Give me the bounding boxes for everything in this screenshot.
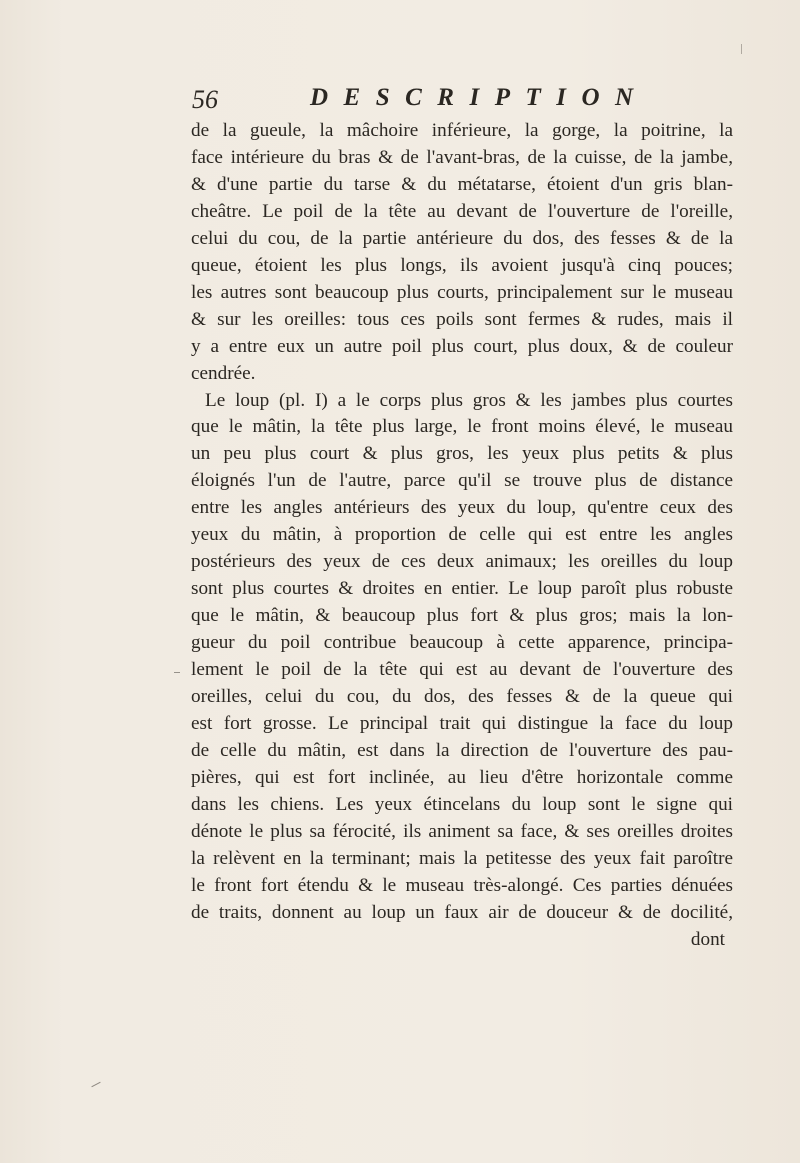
text-line: que le mâtin, & beaucoup plus fort & plus gros; mais la lon- (191, 605, 733, 627)
text-line: & sur les oreilles: tous ces poils sont fermes & rudes, mais il (191, 308, 733, 330)
text-line: dénote le plus sa férocité, ils animent sa face, & ses oreilles droites (191, 820, 733, 842)
text-line: oreilles, celui du cou, du dos, des fesses & de la queue qui (191, 686, 733, 708)
text-line: celui du cou, de la partie antérieure du dos, des fesses & de la (191, 227, 733, 249)
paragraph-start-line: Le loup (pl. I) a le corps plus gros & les jambes plus courtes (205, 389, 733, 411)
text-line: y a entre eux un autre poil plus court, plus doux, & de couleur (191, 335, 733, 357)
text-line: les autres sont beaucoup plus courts, principalement sur le museau (191, 281, 733, 303)
text-line: & d'une partie du tarse & du métatarse, étoient d'un gris blan- (191, 173, 733, 195)
text-line: un peu plus court & plus gros, les yeux plus petits & plus (191, 443, 733, 465)
running-title: DESCRIPTION (310, 84, 649, 111)
text-line: que le mâtin, la tête plus large, le front moins élevé, le museau (191, 416, 733, 438)
text-line: entre les angles antérieurs des yeux du loup, qu'entre ceux des (191, 497, 733, 519)
page-header (192, 84, 732, 120)
page-number: 56 (192, 85, 218, 114)
text-line: éloignés l'un de l'autre, parce qu'il se trouve plus de distance (191, 470, 733, 492)
text-line: gueur du poil contribue beaucoup à cette apparence, principa- (191, 632, 733, 654)
text-line: de traits, donnent au loup un faux air de douceur & de docilité, (191, 901, 733, 923)
text-line: de celle du mâtin, est dans la direction de l'ouverture des pau- (191, 739, 733, 761)
text-line: face intérieure du bras & de l'avant-bras, de la cuisse, de la jambe, (191, 146, 733, 168)
text-line: cendrée. (191, 362, 256, 384)
text-line: est fort grosse. Le principal trait qui distingue la face du loup (191, 712, 733, 734)
text-line: sont plus courtes & droites en entier. Le loup paroît plus robuste (191, 578, 733, 600)
body-text (191, 118, 733, 954)
text-line: queue, étoient les plus longs, ils avoient jusqu'à cinq pouces; (191, 254, 733, 276)
text-line: postérieurs des yeux de ces deux animaux; les oreilles du loup (191, 551, 733, 573)
text-line: lement le poil de la tête qui est au devant de l'ouverture des (191, 659, 733, 681)
text-line: cheâtre. Le poil de la tête au devant de l'ouverture de l'oreille, (191, 200, 733, 222)
text-line: dans les chiens. Les yeux étincelans du loup sont le signe qui (191, 793, 733, 815)
margin-mark (741, 44, 742, 54)
catchword: dont (690, 928, 725, 950)
text-line: le front fort étendu & le museau très-alongé. Ces parties dénuées (191, 874, 733, 896)
text-line: yeux du mâtin, à proportion de celle qui est entre les angles (191, 524, 733, 546)
text-line: la relèvent en la terminant; mais la petitesse des yeux fait paroître (191, 847, 733, 869)
text-line: de la gueule, la mâchoire inférieure, la gorge, la poitrine, la (191, 120, 733, 141)
text-line: pières, qui est fort inclinée, au lieu d'être horizontale comme (191, 766, 733, 788)
margin-mark (91, 1082, 100, 1088)
margin-mark (174, 672, 180, 673)
